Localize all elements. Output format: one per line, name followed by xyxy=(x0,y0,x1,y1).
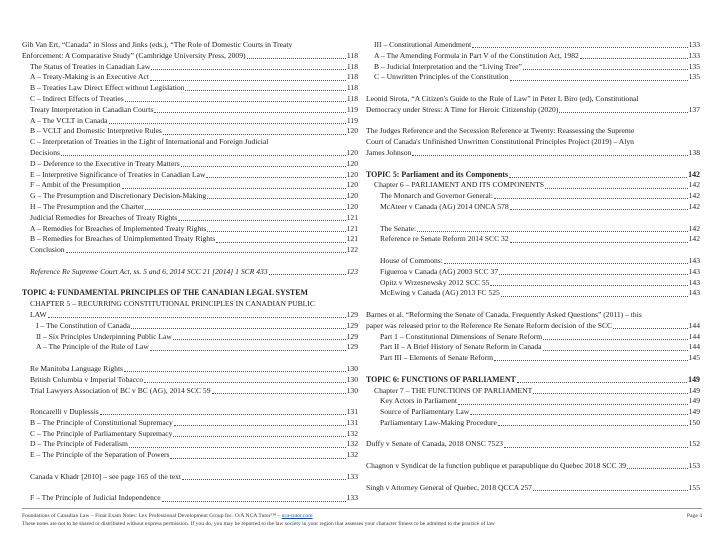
toc-entry-page: 120 xyxy=(346,147,358,157)
toc-entry xyxy=(22,191,358,202)
spacer xyxy=(366,429,700,440)
toc-entry-page: 118 xyxy=(346,61,358,71)
dot-leader xyxy=(533,490,688,491)
toc-entry-page: 129 xyxy=(346,331,358,341)
toc-entry-title: H – The Presumption and the Charter xyxy=(30,201,144,211)
toc-entry-page: 120 xyxy=(346,201,358,211)
spacer xyxy=(366,364,700,375)
spacer xyxy=(366,116,700,127)
toc-entry-page: 121 xyxy=(346,234,358,244)
dot-leader xyxy=(412,155,687,156)
dot-leader xyxy=(122,188,346,189)
toc-entry-title: Roncarelli v Duplessis xyxy=(30,407,99,417)
toc-entry-title: Part III – Elements of Senate Reform xyxy=(380,353,494,363)
toc-entry xyxy=(22,159,358,170)
toc-entry-title: B – Remedies for Breaches of Unimplemented Treaty Rights xyxy=(30,234,216,244)
toc-entry-title: B – Judicial Interpretation and the “Living Tree” xyxy=(374,61,522,71)
toc-entry xyxy=(366,40,700,51)
toc-entry-page: 120 xyxy=(346,180,358,190)
spacer xyxy=(366,245,700,256)
toc-entry xyxy=(366,105,700,116)
dot-leader xyxy=(162,501,346,502)
toc-entry-page: 144 xyxy=(688,342,700,352)
spacer xyxy=(22,256,358,267)
toc-entry-page: 138 xyxy=(688,147,700,157)
dot-leader xyxy=(543,339,687,340)
toc-entry-page: 133 xyxy=(688,40,700,49)
toc-entry-title: Chapter 7 – THE FUNCTIONS OF PARLIAMENT xyxy=(374,385,533,395)
toc-entry-page: 155 xyxy=(688,482,700,492)
toc-entry-page: 130 xyxy=(346,374,358,384)
toc-entry-title: Re Manitoba Language Rights xyxy=(30,363,124,373)
toc-entry xyxy=(22,299,358,310)
dot-leader xyxy=(173,436,345,437)
toc-entry-title: F – The Principle of Judicial Independence xyxy=(30,493,161,503)
toc-entry-page: 118 xyxy=(346,50,358,60)
toc-entry-page: 135 xyxy=(688,72,700,82)
toc-entry xyxy=(366,418,700,429)
spacer xyxy=(22,278,358,289)
toc-entry-page: 118 xyxy=(346,72,358,82)
toc-entry-page: 152 xyxy=(688,439,700,449)
toc-entry xyxy=(366,137,700,148)
dot-leader xyxy=(580,58,688,59)
toc-entry-page: 131 xyxy=(346,407,358,417)
toc-right-column xyxy=(366,40,700,493)
dot-leader xyxy=(212,393,346,394)
toc-entry-title: Figueroa v Canada (AG) 2003 SCC 37 xyxy=(380,266,499,276)
toc-entry-title: A – Treaty-Making is an Executive Act xyxy=(30,72,149,82)
dot-leader xyxy=(178,220,345,221)
toc-entry-page: 131 xyxy=(346,417,358,427)
toc-entry-page: 133 xyxy=(346,493,358,503)
toc-entry-title: Decisions xyxy=(30,147,60,157)
dot-leader xyxy=(125,101,346,102)
toc-entry xyxy=(22,137,358,148)
toc-entry-title: II – Six Principles Underpinning Public Law xyxy=(36,331,172,341)
spacer xyxy=(366,213,700,224)
dot-leader xyxy=(207,198,345,199)
dot-leader xyxy=(509,177,687,178)
spacer xyxy=(22,483,358,494)
toc-entry xyxy=(366,267,700,278)
dot-leader xyxy=(182,479,346,480)
dot-leader xyxy=(510,80,688,81)
dot-leader xyxy=(494,198,688,199)
page-number: Page 4 xyxy=(686,513,702,519)
toc-entry-title: Part 1 – Constitutional Dimensions of Senate Reform xyxy=(380,331,543,341)
toc-entry-page: 122 xyxy=(346,245,358,255)
toc-entry-title: TOPIC 5: Parliament and its Components xyxy=(366,169,509,179)
toc-entry xyxy=(22,62,358,73)
toc-entry-title: The Senate: xyxy=(380,223,417,233)
spacer xyxy=(366,472,700,483)
toc-topic-heading xyxy=(22,288,358,299)
toc-entry xyxy=(22,450,358,461)
toc-entry-page: 120 xyxy=(346,158,358,168)
toc-entry-title: Court of Canada's Unfinished Unwritten Constitutional Principles Project (2019) – Alyn xyxy=(366,137,634,147)
toc-entry-page: 145 xyxy=(688,353,700,363)
toc-entry xyxy=(22,224,358,235)
dot-leader xyxy=(170,458,345,459)
toc-entry xyxy=(22,213,358,224)
toc-entry xyxy=(366,94,700,105)
toc-entry-page: 132 xyxy=(346,450,358,460)
dot-leader xyxy=(559,112,687,113)
toc-entry xyxy=(22,375,358,386)
spacer xyxy=(366,83,700,94)
dot-leader xyxy=(501,296,688,297)
toc-entry-page: 143 xyxy=(688,288,700,298)
dot-leader xyxy=(173,339,346,340)
toc-entry-page: 120 xyxy=(346,191,358,201)
dot-leader xyxy=(472,47,687,48)
dot-leader xyxy=(145,209,346,210)
spacer xyxy=(22,461,358,472)
toc-entry xyxy=(366,407,700,418)
dot-leader xyxy=(417,231,688,232)
toc-entry xyxy=(22,105,358,116)
spacer xyxy=(366,450,700,461)
toc-entry-title: paper was released prior to the Reference Re Senate Reform decision of the SCC xyxy=(366,320,613,330)
toc-entry xyxy=(22,202,358,213)
toc-entry-title: Parliamentary Law-Making Procedure xyxy=(380,417,497,427)
dot-leader xyxy=(216,242,345,243)
toc-entry-title: Part II – A Brief History of Senate Reform in Canada xyxy=(380,342,542,352)
toc-entry-title: Leonid Sirota, “A Citizen's Guide to the Rule of Law” in Peter L Biro (ed), Constitutional xyxy=(366,93,639,103)
toc-entry-title: Enforcement: A Comparative Study” (Cambridge University Press, 2009) xyxy=(22,50,246,60)
toc-entry-title: TOPIC 4: FUNDAMENTAL PRINCIPLES OF THE CANADIAN LEGAL SYSTEM xyxy=(22,288,308,298)
footer-disclaimer: These notes are not to be shared or distributed without express permission. If you do, you may be reported to the law society in your region that assesses your character fitness to be admitted to the practice of law xyxy=(22,521,495,527)
dot-leader xyxy=(174,425,346,426)
spacer xyxy=(366,159,700,170)
toc-entry xyxy=(22,472,358,483)
dot-leader xyxy=(613,328,688,329)
toc-entry-title: I – The Constitution of Canada xyxy=(36,320,131,330)
dot-leader xyxy=(154,112,346,113)
dot-leader xyxy=(510,209,688,210)
dot-leader xyxy=(494,360,688,361)
toc-entry-title: B – VCLT and Domestic Interpretive Rules xyxy=(30,126,162,136)
dot-leader xyxy=(181,166,346,167)
dot-leader xyxy=(66,252,346,253)
toc-entry-title: British Columbia v Imperial Tobacco xyxy=(30,374,144,384)
toc-entry-page: 121 xyxy=(346,223,358,233)
toc-entry-page: 142 xyxy=(688,223,700,233)
dot-leader xyxy=(48,317,346,318)
toc-entry-title: A – The VCLT in Canada xyxy=(30,115,108,125)
toc-entry-page: 143 xyxy=(688,266,700,276)
toc-entry xyxy=(366,224,700,235)
toc-entry xyxy=(366,62,700,73)
toc-entry-title: G – The Presumption and Discretionary Decision-Making xyxy=(30,191,207,201)
spacer xyxy=(22,353,358,364)
toc-entry xyxy=(22,310,358,321)
toc-entry-page: 119 xyxy=(346,115,358,125)
footer-title xyxy=(22,512,313,520)
toc-entry-page: 149 xyxy=(688,396,700,406)
toc-entry-title: C – Unwritten Principles of the Constitution xyxy=(374,72,509,82)
toc-entry xyxy=(366,332,700,343)
toc-entry xyxy=(366,353,700,364)
toc-entry-page: 142 xyxy=(688,201,700,211)
toc-entry-page: 135 xyxy=(688,61,700,71)
toc-topic-heading xyxy=(366,170,700,181)
dot-leader xyxy=(510,242,688,243)
dot-leader xyxy=(470,414,687,415)
dot-leader xyxy=(504,447,688,448)
toc-entry-page: 149 xyxy=(688,407,700,417)
toc-entry xyxy=(22,51,358,62)
toc-entry xyxy=(22,40,358,51)
dot-leader xyxy=(458,404,688,405)
toc-entry-page: 129 xyxy=(346,342,358,352)
toc-entry xyxy=(22,180,358,191)
toc-entry-page: 142 xyxy=(688,191,700,201)
toc-entry xyxy=(366,278,700,289)
toc-entry-title: TOPIC 6: FUNCTIONS OF PARLIAMENT xyxy=(366,374,516,384)
toc-entry-title: Barnes et al. “Reforming the Senate of Canada. Frequently Asked Questions” (2011) – this xyxy=(366,309,642,319)
toc-entry xyxy=(22,148,358,159)
toc-entry-title: F – Ambit of the Presumption xyxy=(30,180,121,190)
toc-entry-title: McAteer v Canada (AG) 2014 ONCA 578 xyxy=(380,201,509,211)
dot-leader xyxy=(131,328,345,329)
toc-entry xyxy=(22,407,358,418)
toc-entry-page: 132 xyxy=(346,428,358,438)
toc-entry-title: House of Commons: xyxy=(380,255,443,265)
toc-entry-page: 150 xyxy=(688,417,700,427)
dot-leader xyxy=(269,274,346,275)
dot-leader xyxy=(124,371,346,372)
toc-entry xyxy=(366,51,700,62)
toc-entry xyxy=(366,191,700,202)
toc-entry-page: 120 xyxy=(346,169,358,179)
dot-leader xyxy=(61,155,346,156)
dot-leader xyxy=(517,382,687,383)
toc-left-column xyxy=(22,40,358,504)
toc-entry-page: 132 xyxy=(346,439,358,449)
toc-entry-page: 143 xyxy=(688,255,700,265)
dot-leader xyxy=(144,382,345,383)
toc-entry-page: 119 xyxy=(346,104,358,114)
toc-entry-title: McEwing v Canada (AG) 2013 FC 525 xyxy=(380,288,500,298)
toc-entry-page: 130 xyxy=(346,363,358,373)
toc-entry-title: B – Treaties Law Direct Effect without Legislation xyxy=(30,83,185,93)
toc-entry-title: Opitz v Wrzesnewsky 2012 SCC 55 xyxy=(380,277,490,287)
toc-entry-title: E – Interpretive Significance of Treaties in Canadian Law xyxy=(30,169,206,179)
toc-entry xyxy=(366,126,700,137)
toc-entry xyxy=(22,126,358,137)
toc-entry xyxy=(22,94,358,105)
toc-entry-page: 123 xyxy=(346,266,358,276)
toc-entry-page: 142 xyxy=(688,169,700,179)
toc-entry-title: B – The Principle of Constitutional Supremacy xyxy=(30,417,173,427)
dot-leader xyxy=(545,188,688,189)
toc-entry xyxy=(366,321,700,332)
toc-entry-page: 120 xyxy=(346,126,358,136)
toc-entry xyxy=(366,310,700,321)
toc-entry xyxy=(366,288,700,299)
footer-link[interactable]: nca-tutor.com xyxy=(281,513,313,519)
toc-entry-title: The Judges Reference and the Secession Reference at Twenty: Reassessing the Supreme xyxy=(366,126,635,136)
toc-entry xyxy=(366,396,700,407)
toc-entry-title: Judicial Remedies for Breaches of Treaty Rights xyxy=(30,212,178,222)
toc-entry-title: D – The Principle of Federalism xyxy=(30,439,128,449)
toc-entry-page: 144 xyxy=(688,320,700,330)
toc-entry-title: The Status of Treaties in Canadian Law xyxy=(30,61,151,71)
toc-entry xyxy=(22,386,358,397)
toc-entry xyxy=(22,418,358,429)
toc-entry-title: The Monarch and Governor General: xyxy=(380,191,494,201)
toc-entry xyxy=(366,202,700,213)
toc-entry xyxy=(22,267,358,278)
toc-entry xyxy=(22,83,358,94)
toc-entry-title: A – Remedies for Breaches of Implemented Treaty Rights xyxy=(30,223,207,233)
dot-leader xyxy=(523,69,688,70)
toc-entry-title: A – The Principle of the Rule of Law xyxy=(36,342,149,352)
toc-entry-page: 133 xyxy=(688,50,700,60)
footer-left-text: Foundations of Canadian Law – Final Exam Notes: Lex Professional Development Group Inc. O/A NCA Tutor™ – xyxy=(22,513,281,519)
toc-entry xyxy=(366,461,700,472)
toc-entry xyxy=(22,321,358,332)
spacer xyxy=(366,299,700,310)
toc-entry-page: 142 xyxy=(688,180,700,190)
toc-entry-title: C – Indirect Effects of Treaties xyxy=(30,93,124,103)
dot-leader xyxy=(627,468,688,469)
dot-leader xyxy=(129,447,346,448)
dot-leader xyxy=(533,393,687,394)
toc-entry-title: Key Actors in Parliament xyxy=(380,396,457,406)
toc-entry xyxy=(366,234,700,245)
toc-entry-page: 118 xyxy=(346,93,358,103)
dot-leader xyxy=(444,263,688,264)
toc-entry-title: James Johnson xyxy=(366,147,412,157)
dot-leader xyxy=(490,285,687,286)
toc-entry xyxy=(22,439,358,450)
toc-entry-page: 149 xyxy=(688,385,700,395)
toc-entry xyxy=(22,72,358,83)
toc-entry xyxy=(366,439,700,450)
toc-entry xyxy=(366,256,700,267)
toc-entry xyxy=(366,386,700,397)
toc-entry-title: Gib Van Ert, “Canada” in Sloss and Jinks (eds.), “The Role of Domestic Courts in Treaty xyxy=(22,40,293,49)
toc-entry-page: 118 xyxy=(346,83,358,93)
toc-entry xyxy=(22,116,358,127)
dot-leader xyxy=(206,177,345,178)
toc-entry-title: Reference re Senate Reform 2014 SCC 32 xyxy=(380,234,509,244)
toc-entry-page: 153 xyxy=(688,461,700,471)
toc-entry xyxy=(366,342,700,353)
toc-entry-title: Conclusion xyxy=(30,245,65,255)
toc-entry xyxy=(366,72,700,83)
toc-entry-title: Singh v Attorney General of Quebec, 2018 QCCA 257 xyxy=(366,482,532,492)
toc-topic-heading xyxy=(366,375,700,386)
toc-entry-title: Trial Lawyers Association of BC v BC (AG), 2014 SCC 59 xyxy=(30,385,211,395)
toc-entry xyxy=(22,170,358,181)
dot-leader xyxy=(207,231,345,232)
toc-entry-page: 143 xyxy=(688,277,700,287)
dot-leader xyxy=(150,80,346,81)
toc-entry-title: Democracy under Stress: A Time for Heroic Citizenship (2020) xyxy=(366,104,559,114)
toc-entry-page: 144 xyxy=(688,331,700,341)
dot-leader xyxy=(109,123,346,124)
toc-entry xyxy=(22,493,358,504)
toc-entry-title: Reference Re Supreme Court Act, ss. 5 and 6, 2014 SCC 21 [2014] 1 SCR 433 xyxy=(30,266,268,276)
toc-entry xyxy=(22,429,358,440)
dot-leader xyxy=(151,69,346,70)
toc-entry-title: Chapter 6 – PARLIAMENT AND ITS COMPONENTS xyxy=(374,180,545,190)
toc-entry-title: Canada v Khadr [2010] – see page 165 of the text xyxy=(30,471,181,481)
toc-entry-page: 142 xyxy=(688,234,700,244)
toc-entry-title: LAW xyxy=(30,309,47,319)
toc-entry xyxy=(22,234,358,245)
toc-entry-page: 121 xyxy=(346,212,358,222)
toc-entry-page: 130 xyxy=(346,385,358,395)
toc-entry-title: Chagnon v Syndicat de la function publique et parapublique du Quebec 2018 SCC 39 xyxy=(366,461,627,471)
toc-entry xyxy=(366,148,700,159)
dot-leader xyxy=(150,350,346,351)
toc-entry-title: C – The Principle of Parliamentary Supremacy xyxy=(30,428,173,438)
toc-entry-page: 149 xyxy=(688,374,700,384)
toc-entry-title: Duffy v Senate of Canada, 2018 ONSC 7523 xyxy=(366,439,503,449)
toc-entry xyxy=(22,342,358,353)
toc-entry-title: Source of Parliamentary Law xyxy=(380,407,470,417)
toc-entry-title: CHAPTER 5 – RECURRING CONSTITUTIONAL PRINCIPLES IN CANADIAN PUBLIC xyxy=(30,299,315,309)
toc-entry xyxy=(22,332,358,343)
dot-leader xyxy=(247,58,346,59)
toc-entry-page: 129 xyxy=(346,320,358,330)
toc-entry xyxy=(22,245,358,256)
dot-leader xyxy=(100,414,346,415)
dot-leader xyxy=(163,134,346,135)
toc-entry-page: 129 xyxy=(346,309,358,319)
toc-entry-title: D – Deference to the Executive in Treaty Matters xyxy=(30,158,180,168)
toc-entry xyxy=(366,483,700,494)
toc-entry-title: III – Constitutional Amendment xyxy=(374,40,472,49)
toc-entry-title: A – The Amending Formula in Part V of the Constitution Act, 1982 xyxy=(374,50,579,60)
toc-entry xyxy=(22,364,358,375)
toc-entry-title: Treaty Interpretation in Canadian Courts xyxy=(30,104,154,114)
dot-leader xyxy=(543,350,688,351)
toc-entry-title: C – Interpretation of Treaties in the Light of International and Foreign Judicial xyxy=(30,137,269,147)
toc-entry xyxy=(366,180,700,191)
dot-leader xyxy=(499,274,687,275)
page-footer xyxy=(22,508,702,528)
dot-leader xyxy=(185,90,345,91)
toc-entry-page: 133 xyxy=(346,471,358,481)
spacer xyxy=(22,396,358,407)
toc-entry-page: 137 xyxy=(688,104,700,114)
dot-leader xyxy=(498,425,688,426)
toc-entry-title: E – The Principle of the Separation of Powers xyxy=(30,450,170,460)
